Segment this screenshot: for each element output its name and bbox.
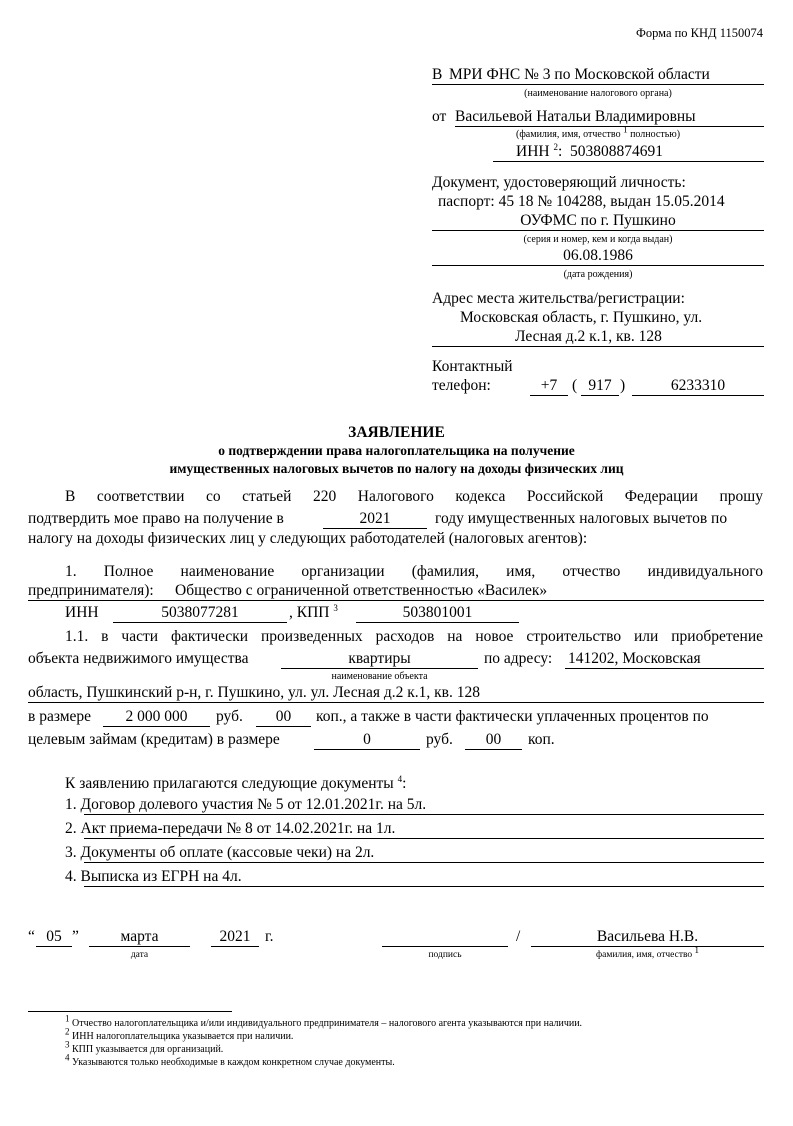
phone-label-2: телефон: [432, 377, 491, 394]
property-address-part1: 141202, Московская [568, 650, 701, 667]
footnote: $^3$ КПП указывается для организаций. [65, 1039, 224, 1055]
footnote: $^4$ Указываются только необходимые в каждом конкретном случае документы. [65, 1052, 395, 1068]
applicant-inn: ИНН $^2$: 503808874691 [516, 141, 664, 160]
sign-year: 2021 [219, 928, 251, 945]
inn-line [493, 161, 764, 162]
applicant-full-name: Васильевой Натальи Владимировны [455, 108, 696, 125]
sign-day: 05 [46, 928, 62, 945]
property-address-part2: область, Пушкинский р-н, г. Пушкино, ул. ул. Лесная д.2 к.1, кв. 128 [28, 684, 481, 701]
from-line [455, 126, 764, 127]
loan-kop: 00 [485, 731, 502, 748]
phone-area-code: 917 [588, 377, 612, 394]
identity-doc-line2: ОУФМС по г. Пушкино [520, 212, 676, 229]
intro-line-2-pre: подтвердить мое право на получение в [28, 510, 284, 527]
phone-country-line [530, 395, 568, 396]
attachment-item: 4. Выписка из ЕГРН на 4л. [65, 868, 242, 885]
phone-number: 6233310 [670, 377, 726, 394]
recipient-prefix: В [432, 66, 443, 83]
footnote: $^2$ ИНН налогоплательщика указывается при наличии. [65, 1026, 294, 1042]
attachment-line [84, 886, 764, 887]
property-object-caption: наименование объекта [331, 671, 428, 682]
address-line2: Лесная д.2 к.1, кв. 128 [515, 328, 662, 345]
loan-rub-label: руб. [426, 731, 453, 748]
document-title: ЗАЯВЛЕНИЕ [348, 424, 445, 441]
footnote-separator [28, 1011, 232, 1012]
employer-inn-label: ИНН [65, 604, 99, 621]
birth-date: 06.08.1986 [563, 247, 633, 264]
property-address-label: по адресу: [484, 650, 553, 667]
amount-kop-tail: коп., а также в части фактически уплаченных процентов по [316, 708, 709, 725]
phone-paren-open: ( [572, 377, 578, 394]
from-prefix: от [432, 108, 447, 125]
signature-slash: / [516, 928, 521, 945]
signer-name-caption: фамилия, имя, отчество $^1$ [595, 945, 700, 961]
attachment-item: 2. Акт приема-передачи № 8 от 14.02.2021г. на 1л. [65, 820, 396, 837]
employer-line-1: 1. Полное наименование организации (фамилия, имя, отчество индивидуального [65, 563, 763, 580]
document-subtitle-2: имущественных налоговых вычетов по налогу на доходы физических лиц [169, 461, 624, 476]
property-object: квартиры [348, 650, 411, 667]
document-subtitle-1: о подтверждении права налогоплательщика на получение [218, 443, 575, 458]
employer-inn-line [113, 622, 287, 623]
intro-line-3: налогу на доходы физических лиц у следующих работодателей (налоговых агентов): [28, 530, 588, 547]
amount-rub-line [103, 726, 210, 727]
phone-number-line [632, 395, 764, 396]
identity-doc-line [432, 230, 764, 231]
deduction-year: 2021 [359, 510, 391, 527]
identity-doc-label: Документ, удостоверяющий личность: [432, 174, 686, 191]
expenses-line-1: 1.1. в части фактически произведенных расходов на новое строительство или приобретение [65, 628, 763, 645]
address-label: Адрес места жительства/регистрации: [432, 290, 685, 307]
sign-day-line [36, 946, 72, 947]
attachments-heading: К заявлению прилагаются следующие документы $^4$: [65, 773, 407, 792]
amount-kop-line [256, 726, 311, 727]
address-line1: Московская область, г. Пушкино, ул. [460, 309, 703, 326]
sign-year-suffix: г. [265, 928, 274, 945]
employer-kpp-label: , КПП $^3$ [289, 602, 338, 621]
form-code: Форма по КНД 1150074 [635, 26, 763, 40]
sign-month: марта [120, 928, 159, 945]
recipient-line [432, 84, 764, 85]
signer-name-line [531, 946, 764, 947]
date-caption: дата [130, 950, 149, 960]
signer-name: Васильева Н.В. [596, 928, 699, 945]
from-caption: (фамилия, имя, отчество $^1$ полностью) [516, 124, 681, 140]
employer-kpp: 503801001 [402, 604, 473, 621]
employer-line-2-pre: предпринимателя): [28, 582, 154, 599]
loan-kop-line [465, 749, 522, 750]
employer-name: Общество с ограниченной ответственностью «Василек» [175, 582, 548, 599]
phone-label-1: Контактный [432, 358, 513, 375]
phone-area-line [581, 395, 619, 396]
signature-caption: подпись [428, 950, 462, 960]
loan-kop-label: коп. [528, 731, 555, 748]
property-address-line-1 [565, 668, 764, 669]
attachment-line [84, 862, 764, 863]
employer-name-line [28, 600, 764, 601]
attachment-item: 3. Документы об оплате (кассовые чеки) на 2л. [65, 844, 375, 861]
loan-rub: 0 [363, 731, 371, 748]
property-object-line [281, 668, 478, 669]
date-quote-close: ” [72, 928, 79, 945]
employer-inn: 5038077281 [161, 604, 239, 621]
attachment-line [84, 814, 764, 815]
identity-doc-caption: (серия и номер, кем и когда выдан) [523, 234, 673, 245]
birth-line [432, 265, 764, 266]
phone-paren-close: ) [620, 377, 626, 394]
recipient-caption: (наименование налогового органа) [524, 88, 672, 99]
attachment-item: 1. Договор долевого участия № 5 от 12.01.2021г. на 5л. [65, 796, 427, 813]
date-quote-open: “ [28, 928, 35, 945]
intro-line-2-post: году имущественных налоговых вычетов по [435, 510, 728, 527]
intro-line-1: В соответствии со статьей 220 Налогового кодекса Российской Федерации прошу [65, 488, 763, 505]
sign-month-line [89, 946, 190, 947]
attachment-line [84, 838, 764, 839]
recipient-tax-office: МРИ ФНС № 3 по Московской области [449, 66, 710, 83]
loan-rub-line [314, 749, 420, 750]
property-address-line-2 [28, 702, 764, 703]
amount-label: в размере [28, 708, 92, 725]
amount-rub-label: руб. [216, 708, 243, 725]
address-line [432, 346, 764, 347]
identity-doc-line1: паспорт: 45 18 № 104288, выдан 15.05.2014 [438, 193, 725, 210]
phone-country-code: +7 [540, 377, 558, 394]
expenses-line-2-pre: объекта недвижимого имущества [28, 650, 249, 667]
loan-label: целевым займам (кредитам) в размере [28, 731, 280, 748]
amount-kop: 00 [275, 708, 292, 725]
sign-year-line [211, 946, 259, 947]
amount-rub: 2 000 000 [125, 708, 188, 725]
deduction-year-line [323, 528, 427, 529]
footnote: $^1$ Отчество налогоплательщика и/или индивидуального предпринимателя – налогового агента указываются при наличии. [65, 1013, 583, 1029]
birth-caption: (дата рождения) [563, 269, 633, 280]
employer-kpp-line [356, 622, 519, 623]
signature-line [382, 946, 508, 947]
